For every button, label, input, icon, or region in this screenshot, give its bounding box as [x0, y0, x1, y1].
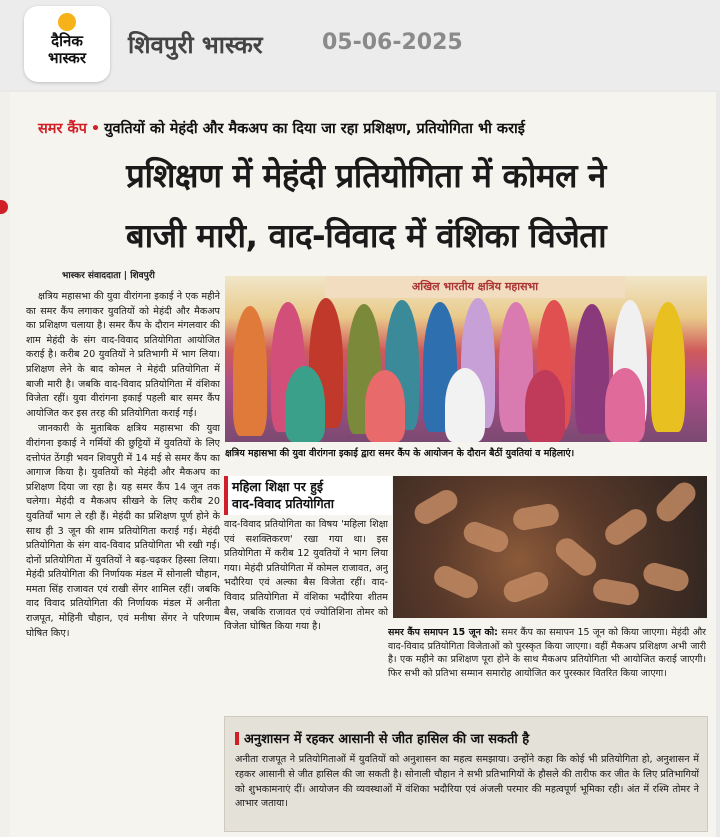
hand-figure: [551, 534, 600, 580]
paragraph: जानकारी के मुताबिक क्षत्रिय महासभा की युवा वीरांगना इकाई ने गर्मियों की छुट्टियों में युवतियों के लिए दत्तोपंत ठेंगड़ी भवन शिवपुरी में 14 मई से समर कैंप का आगाज किया है। युवतियों को मेहंदी और मैकअप का प्रशिक्षण दिया जा रहा है। यह समर कैंप 14 जून तक चलेगा। मेहंदी व मैकअप सीखने के लिए करीब 20 युवतियाँ भाग ले रही हैं। मेहंदी का प्रशिक्षण पूर्ण होने के साथ ही 3 जून की शाम प्रतियोगिता कराई गई। मेहंदी प्रतियोगिता के संग वाद-विवाद प्रतियोगिता भी रखी गई। दोनों प्रतियोगिता में युवतियों ने बढ़-चढ़कर हिस्सा लिया। मेहंदी प्रतियोगिता की निर्णायक मंडल में सोनाली चौहान, ममता सिंह राजावत एवं राखी सेंगर शामिल रहीं। जबकि वाद विवाद प्रतियोगिता की निर्णायक मंडल में अनीता राजपूत, मोहिनी चौहान, एवं मनीषा सेंगर ने परिणाम घोषित किए।: [26, 423, 220, 639]
hand-figure: [461, 519, 512, 555]
paragraph: वाद-विवाद प्रतियोगिता का विषय 'महिला शिक्षा एवं सशक्तिकरण' रखा गया था। इस प्रतियोगिता में करीब 12 युवतियों ने भाग लिया गया। मेहंदी प्रतियोगिता में कोमल राजावत, अनु भदौरिया एवं अल्का बैस विजेता रहीं। वाद-विवाद प्रतियोगिता में वंशिका भदौरिया शीतम बैस, जबकि राजावत एवं ज्योतिशिना तोमर को विजेता घोषित किया गया है।: [224, 519, 388, 633]
mehndi-hands-photo[interactable]: [393, 476, 707, 618]
hand-figure: [501, 569, 552, 605]
edition-title: शिवपुरी भास्कर: [128, 31, 263, 59]
photo-figure: [575, 304, 609, 434]
kicker-text: युवतियों को मेहंदी और मैकअप का दिया जा रहा प्रशिक्षण, प्रतियोगिता भी कराई: [104, 121, 525, 137]
hand-figure: [591, 577, 640, 607]
logo-line-2: भास्कर: [48, 49, 86, 67]
headline-line-2: बाजी मारी, वाद-विवाद में वंशिका विजेता: [125, 216, 607, 255]
hand-figure: [411, 486, 462, 528]
highlight-box: [224, 716, 708, 832]
subhead-box: [224, 476, 392, 515]
subhead-line-2: वाद-विवाद प्रतियोगिता: [232, 496, 334, 511]
app-header: [0, 0, 720, 90]
accent-bar: [235, 732, 239, 745]
hand-figure: [431, 562, 482, 601]
photo-banner: अखिल भारतीय क्षत्रिय महासभा: [325, 276, 625, 298]
photo-caption: क्षत्रिय महासभा की युवा वीरांगना इकाई द्वारा समर कैंप के आयोजन के दौरान बैठीं युवतियां व महिलाएं।: [225, 448, 575, 459]
photo-figure: [525, 370, 565, 442]
dainik-bhaskar-logo[interactable]: [24, 6, 110, 82]
hand-figure: [652, 478, 700, 526]
hand-figure: [511, 502, 560, 532]
article-column-1: [26, 290, 220, 830]
bullet-icon: •: [90, 121, 101, 137]
box-title: [235, 729, 529, 747]
photo-figure: [365, 370, 405, 442]
column-text: समर कैंप का समापन 15 जून को किया जाएगा। मेहंदी और वाद-विवाद प्रतियोगिता विजेताओं को पुरस्कृत किया जाएगा। वहीं मैकअप प्रशिक्षण अभी जारी है। एक महीने का प्रशिक्षण पूरा होने के साथ मैकअप प्रतियोगिता भी आयोजित कराई जाएगी। फिर सभी को प्रतिभा सम्मान समारोह आयोजित कर पुरस्कार वितरित किया जाएगा।: [388, 627, 706, 679]
group-photo[interactable]: [225, 276, 707, 442]
box-text: अनीता राजपूत ने प्रतियोगिताओं में युवतियों को अनुशासन का महत्व समझाया। उन्होंने कहा कि कोई भी प्रतियोगिता हो, अनुशासन में रहकर आसानी से जीत हासिल की जा सकती है। सोनाली चौहान ने सभी प्रतिभागियों के हौसले की तारीफ कर जीत के लिए प्रतिभागियों को शुभकामनाएं दीं। आयोजन की व्यवस्थाओं में वंशिका भदौरिया एवं अंजली परमार की महत्वपूर्ण भूमिका रही। अंत में रश्मि तोमर ने आभार जताया।: [235, 754, 699, 810]
red-marker-icon: [0, 200, 8, 214]
hand-figure: [601, 505, 651, 549]
photo-figure: [605, 368, 645, 442]
logo-line-1: दैनिक: [51, 32, 83, 50]
paragraph: क्षत्रिय महासभा की युवा वीरांगना इकाई ने एक महीने का समर कैंप लगाकर युवतियों को मेहंदी और मैकअप का प्रशिक्षण चलाया है। समर कैंप के दौरान मंगलवार की शाम मेहंदी के संग वाद-विवाद प्रतियोगिता आयोजित कराई है। करीब 20 युवतियों ने प्रतिभागी में भाग लिया। प्रशिक्षण लेने के बाद कोमल ने मेहंदी प्रतियोगिता में बाजी मारी है। जबकि वाद-विवाद प्रतियोगिता में वंशिका विजेता रहीं। युवा वीरांगना इकाई पहली बार समर कैंप आयोजित कर इस तरह की प्रतियोगिता कराई गई।: [26, 291, 220, 419]
box-title-text: अनुशासन में रहकर आसानी से जीत हासिल की जा सकती है: [244, 732, 530, 747]
hand-figure: [641, 560, 691, 593]
photo-figure: [651, 302, 685, 432]
kicker-label: समर कैंप: [38, 121, 87, 137]
article-kicker: [38, 118, 525, 138]
article-column-3: [388, 626, 706, 726]
edition-date[interactable]: 05-06-2025: [322, 30, 463, 55]
photo-figure: [285, 366, 325, 442]
column-lead: समर कैंप समापन 15 जून को:: [388, 627, 498, 638]
headline-line-1: प्रशिक्षण में मेहंदी प्रतियोगिता में कोमल ने: [126, 156, 606, 195]
photo-figure: [445, 368, 485, 442]
photo-figure: [233, 306, 267, 436]
byline: भास्कर संवाददाता | शिवपुरी: [62, 271, 155, 281]
subhead-line-1: महिला शिक्षा पर हुई: [232, 479, 324, 494]
sun-icon: [58, 13, 76, 31]
